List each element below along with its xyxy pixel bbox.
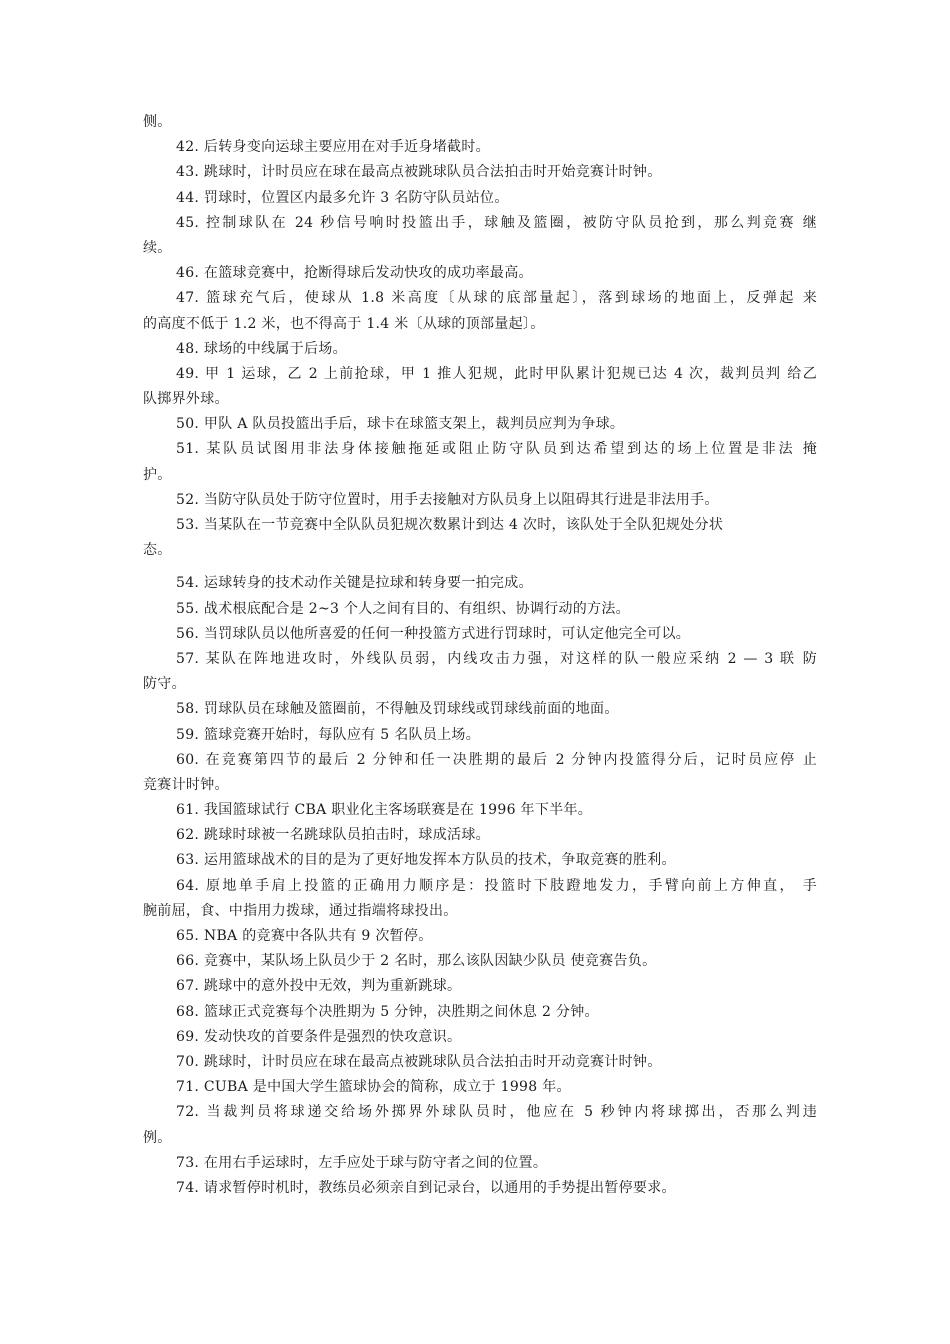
item-67: 67. 跳球中的意外投中无效，判为重新跳球。 bbox=[176, 978, 462, 995]
item-66: 66. 竞赛中，某队场上队员少于 2 名时，那么该队因缺少队员 使竞赛告负。 bbox=[176, 953, 657, 970]
item-45: 45. 控制球队在 24 秒信号响时投篮出手，球触及篮圈，被防守队员抢到，那么判竞赛 继 bbox=[176, 214, 817, 231]
text-line: 侧。 bbox=[143, 114, 172, 130]
item-56: 56. 当罚球队员以他所喜爱的任何一种投篮方式进行罚球时，可认定他完全可以。 bbox=[176, 625, 691, 642]
item-60-cont: 竞赛计时钟。 bbox=[143, 776, 229, 793]
item-51: 51. 某队员试图用非法身体接触拖延或阻止防守队员到达希望到达的场上位置是非法 掩 bbox=[176, 441, 817, 458]
item-48: 48. 球场的中线属于后场。 bbox=[176, 340, 347, 357]
item-64-cont: 腕前屈，食、中指用力拨球，通过指端将球投出。 bbox=[143, 902, 458, 919]
item-54: 54. 运球转身的技术动作关键是拉球和转身要一拍完成。 bbox=[176, 575, 533, 592]
item-49: 49. 甲 1 运球，乙 2 上前抢球，甲 1 推人犯规，此时甲队累计犯规已达 4 次，裁判员判 给乙 bbox=[176, 365, 817, 382]
item-71: 71. CUBA 是中国大学生篮球协会的简称，成立于 1998 年。 bbox=[176, 1079, 571, 1096]
item-62: 62. 跳球时球被一名跳球队员拍击时，球成活球。 bbox=[176, 827, 490, 844]
item-61: 61. 我国篮球试行 CBA 职业化主客场联赛是在 1996 年下半年。 bbox=[176, 802, 593, 819]
document-page bbox=[143, 110, 817, 1201]
item-52: 52. 当防守队员处于防守位置时，用手去接触对方队员身上以阻碍其行进是非法用手。 bbox=[176, 491, 719, 508]
item-72-cont: 例。 bbox=[143, 1129, 172, 1146]
item-51-cont: 护。 bbox=[143, 466, 172, 483]
item-68: 68. 篮球正式竞赛每个决胜期为 5 分钟，决胜期之间休息 2 分钟。 bbox=[176, 1003, 599, 1020]
item-55: 55. 战术根底配合是 2~3 个人之间有目的、有组织、协调行动的方法。 bbox=[176, 600, 630, 617]
item-46: 46. 在篮球竞赛中，抢断得球后发动快攻的成功率最高。 bbox=[176, 265, 533, 282]
item-49-cont: 队掷界外球。 bbox=[143, 391, 229, 408]
item-53: 53. 当某队在一节竞赛中全队队员犯规次数累计到达 4 次时，该队处于全队犯规处分状 bbox=[176, 517, 724, 533]
item-44: 44. 罚球时，位置区内最多允许 3 名防守队员站位。 bbox=[176, 189, 509, 206]
item-59: 59. 篮球竞赛开始时，每队应有 5 名队员上场。 bbox=[176, 726, 481, 743]
item-73: 73. 在用右手运球时，左手应处于球与防守者之间的位置。 bbox=[176, 1154, 548, 1171]
item-72: 72. 当裁判员将球递交给场外掷界外球队员时，他应在 5 秒钟内将球掷出，否那么判违 bbox=[176, 1104, 817, 1121]
item-58: 58. 罚球队员在球触及篮圈前，不得触及罚球线或罚球线前面的地面。 bbox=[176, 701, 619, 718]
item-47-cont: 的高度不低于 1.2 米，也不得高于 1.4 米〔从球的顶部量起〕。 bbox=[143, 315, 545, 332]
item-70: 70. 跳球时，计时员应在球在最高点被跳球队员合法拍击时开动竞赛计时钟。 bbox=[176, 1053, 662, 1070]
item-57: 57. 某队在阵地进攻时，外线队员弱，内线攻击力强，对这样的队一般应采纳 2 — 3 联 防 bbox=[176, 650, 817, 667]
item-53-cont: 态。 bbox=[143, 542, 172, 559]
item-50: 50. 甲队 A 队员投篮出手后，球卡在球篮支架上，裁判员应判为争球。 bbox=[176, 416, 625, 433]
item-64: 64. 原地单手肩上投篮的正确用力顺序是：投篮时下肢蹬地发力，手臂向前上方伸直， 手 bbox=[176, 877, 817, 894]
item-60: 60. 在竞赛第四节的最后 2 分钟和任一决胜期的最后 2 分钟内投篮得分后，记时员应停 止 bbox=[176, 751, 817, 768]
item-45-cont: 续。 bbox=[143, 239, 172, 256]
item-74: 74. 请求暂停时机时，教练员必须亲自到记录台，以通用的手势提出暂停要求。 bbox=[176, 1179, 676, 1196]
item-69: 69. 发动快攻的首要条件是强烈的快攻意识。 bbox=[176, 1028, 462, 1045]
item-47: 47. 篮球充气后，使球从 1.8 米高度〔从球的底部量起〕，落到球场的地面上，反弹起 来 bbox=[176, 290, 817, 307]
item-63: 63. 运用篮球战术的目的是为了更好地发挥本方队员的技术，争取竞赛的胜利。 bbox=[176, 852, 676, 869]
item-43: 43. 跳球时，计时员应在球在最高点被跳球队员合法拍击时开始竞赛计时钟。 bbox=[176, 164, 662, 181]
item-65: 65. NBA 的竞赛中各队共有 9 次暂停。 bbox=[176, 928, 433, 944]
item-57-cont: 防守。 bbox=[143, 676, 186, 693]
spacer bbox=[143, 563, 817, 571]
item-42: 42. 后转身变向运球主要应用在对手近身堵截时。 bbox=[176, 139, 490, 156]
